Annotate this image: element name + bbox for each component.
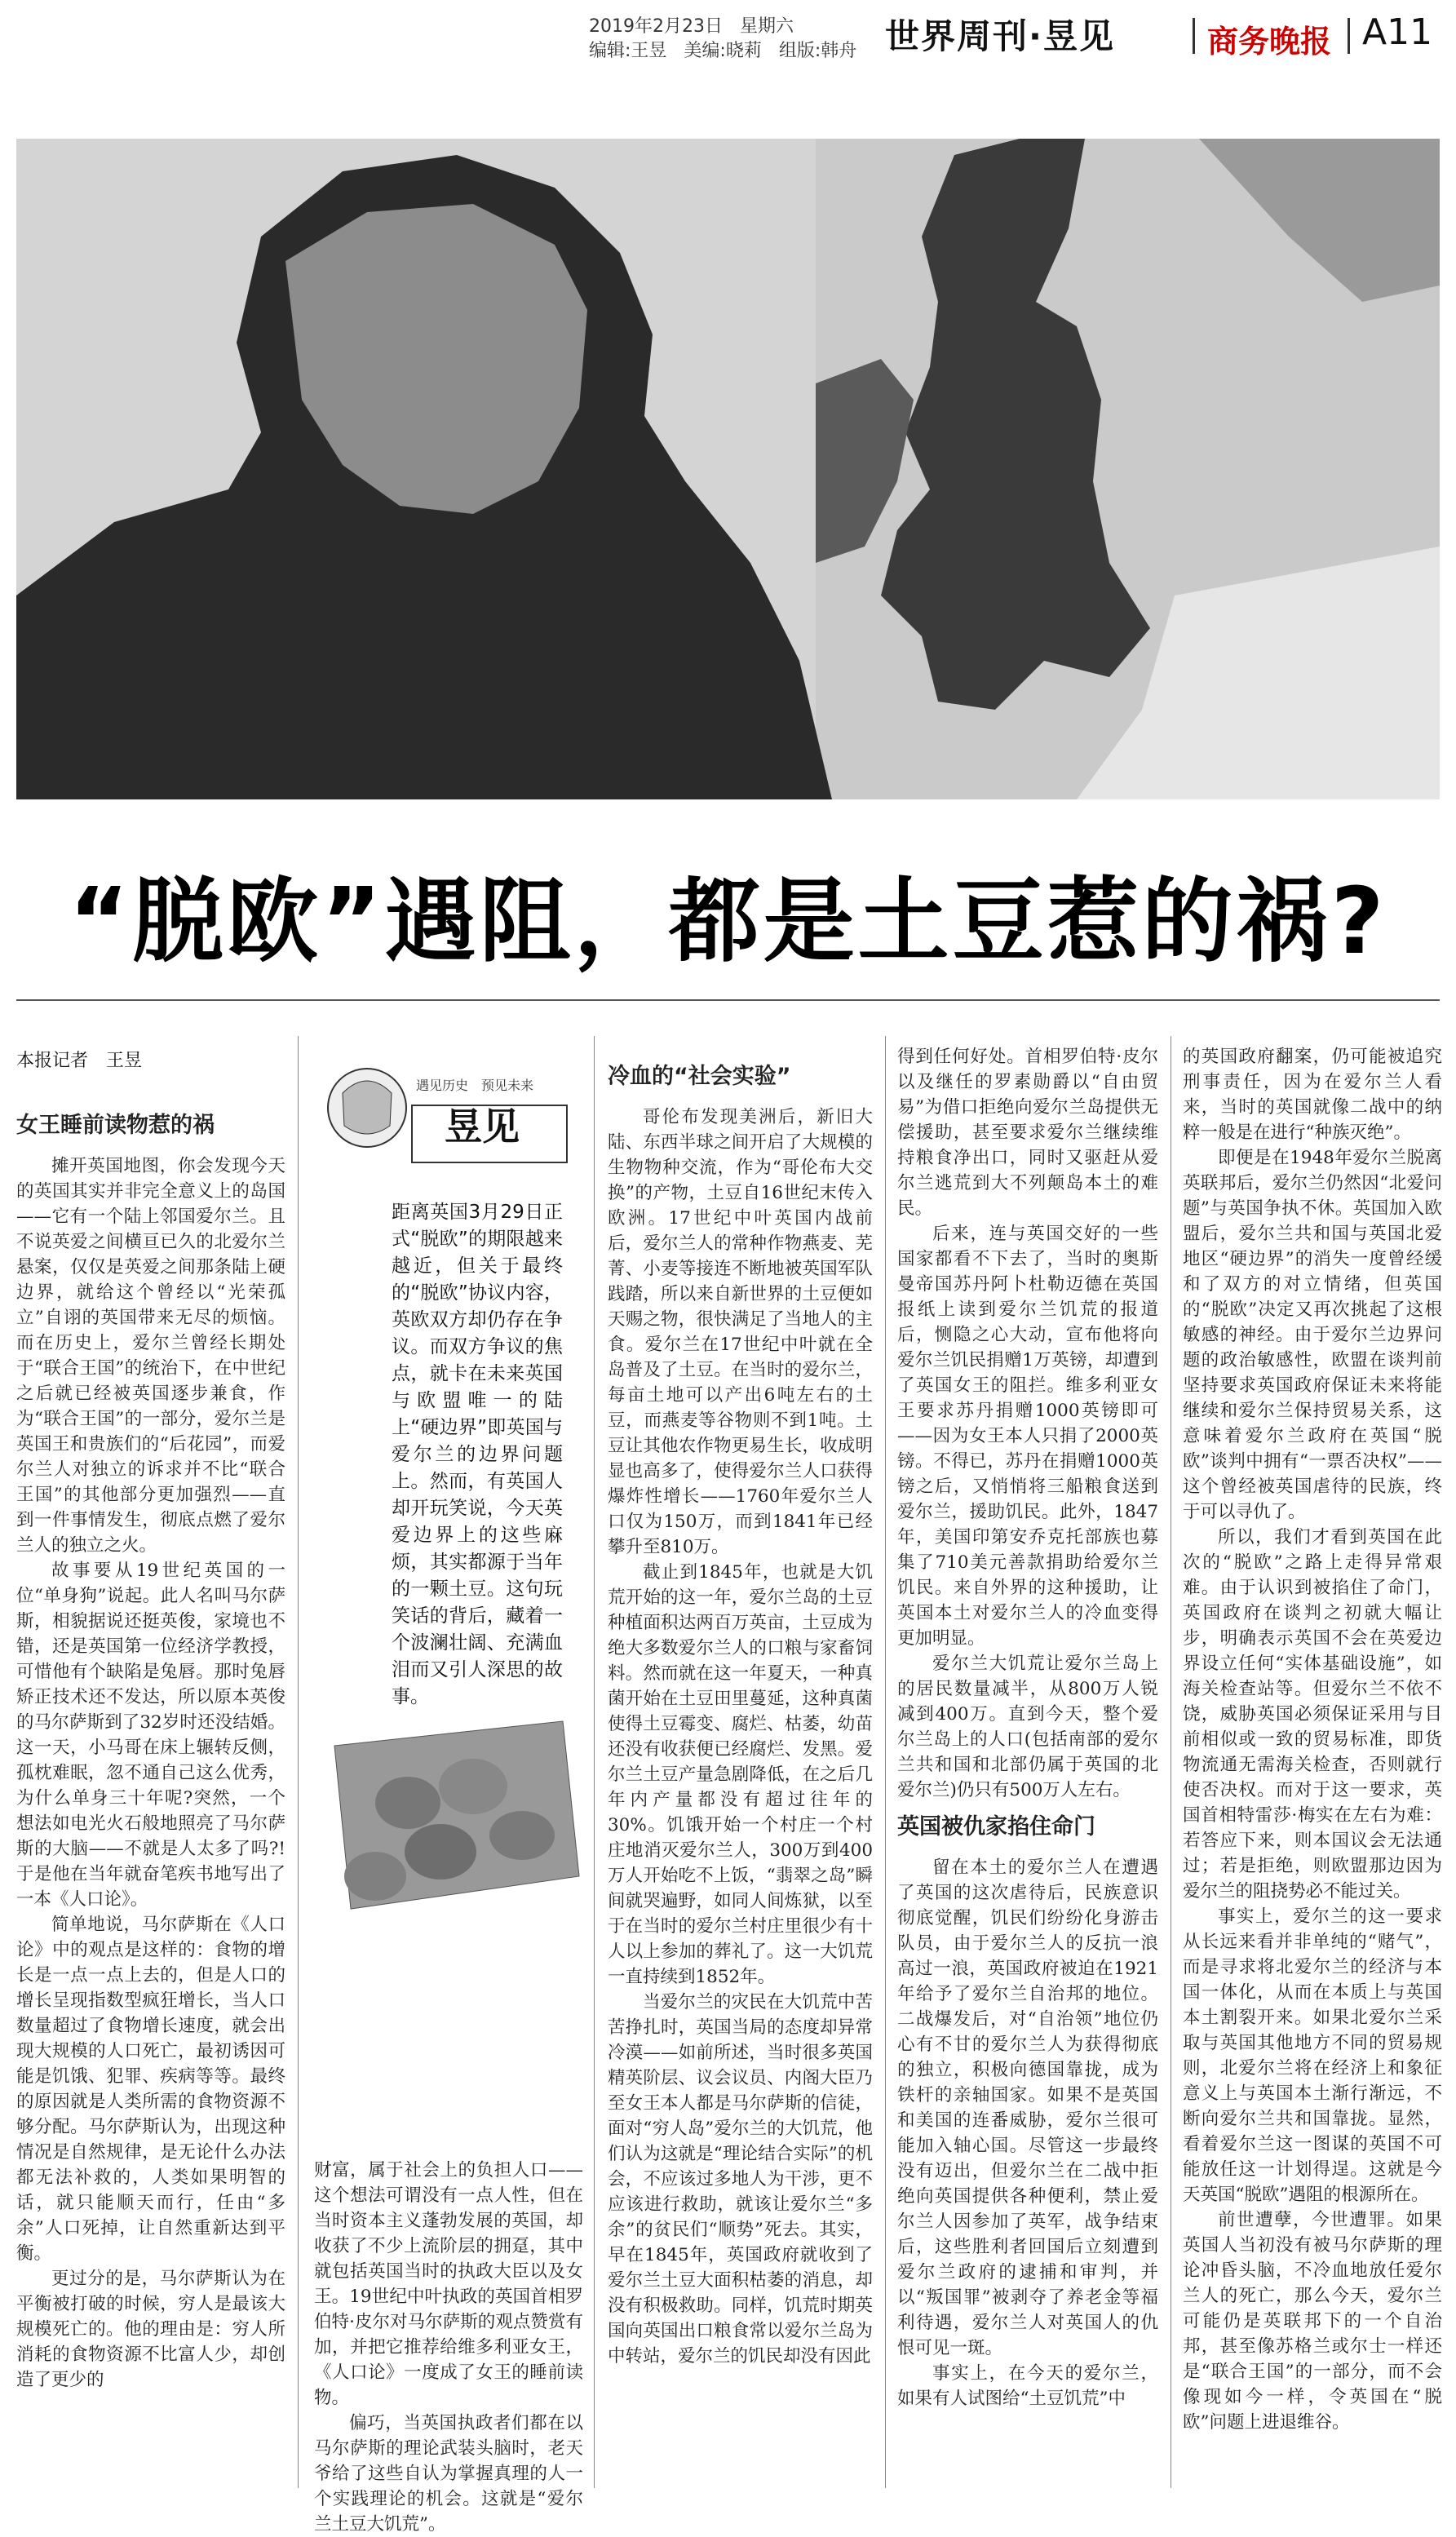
article-column-5 bbox=[1183, 1044, 1442, 2435]
column-divider bbox=[298, 1036, 299, 2488]
paragraph: 简单地说，马尔萨斯在《人口论》中的观点是这样的：食物的增长是一点一点上去的，但是人口的增长呈现指数型疯狂增长，当人口数量超过了食物增长速度，就会出现大规模的人口死亡，最初诱因可能是饥饿、犯罪、疾病等等。最终的原因就是人类所需的食物资源不够分配。马尔萨斯认为，出现这种情况是自然规律，是无论什么办法都无法补救的，人类如果明智的话，就只能顺天而行，任由“多余”人口死掉，让自然重新达到平衡。 bbox=[16, 1915, 285, 2264]
paragraph: 故事要从19世纪英国的一位“单身狗”说起。此人名叫马尔萨斯，相貌据说还挺英俊，家境也不错，还是英国第一位经济学教授，可惜他有个缺陷是兔唇。那时兔唇矫正技术还不发达，所以原本英俊的马尔萨斯到了32岁时还没结婚。这一天，小马哥在床上辗转反侧，孤枕难眠，忽不通自己这么优秀，为什么单身三十年呢?突然，一个想法如电光火石般地照亮了马尔萨斯的大脑——不就是人太多了吗?!于是他在当年就奋笔疾书地写出了一本《人口论》。 bbox=[16, 1561, 285, 1910]
column-slogan: 遇见历史 预见未来 bbox=[416, 1078, 534, 1093]
hero-illustration bbox=[16, 139, 1440, 799]
subhead-2: 冷血的“社会实验” bbox=[608, 1064, 791, 1089]
paragraph: 哥伦布发现美洲后，新旧大陆、东西半球之间开启了大规模的生物物种交流，作为“哥伦布大交换”的产物，土豆自16世纪末传入欧洲。17世纪中叶英国内战前后，爱尔兰人的常种作物燕麦、芜菁、小麦等接连不断地被英国军队践踏，所以来自新世界的土豆便如天赐之物，很快满足了当地人的主食。爱尔兰在17世纪中叶就在全岛普及了土豆。在当时的爱尔兰，每亩土地可以产出6吨左右的土豆，而燕麦等谷物则不到1吨。土豆让其他农作物更易生长，收成明显也高多了，使得爱尔兰人口获得爆炸性增长——1760年爱尔兰人口仅为150万，而到1841年已经攀升至810万。 bbox=[608, 1107, 873, 1557]
issue-weekday: 星期六 bbox=[739, 16, 794, 37]
paragraph: 偏巧，当英国执政者们都在以马尔萨斯的理论武装头脑时，老天爷给了这些自认为掌握真理的人一个实践理论的机会。这就是“爱尔兰土豆大饥荒”。 bbox=[314, 2413, 583, 2535]
art-credit: 美编:晓莉 bbox=[684, 41, 762, 61]
issue-date: 2019年2月23日 bbox=[589, 16, 723, 37]
masthead-separator bbox=[1193, 18, 1195, 54]
article-column-2 bbox=[314, 2158, 583, 2537]
paragraph: 所以，我们才看到英国在此次的“脱欧”之路上走得异常艰难。由于认识到被掐住了命门，英国政府在谈判之初就大幅让步，明确表示英国不会在英爱边界设立任何“实体基础设施”，如海关检查站等。但爱尔兰不依不饶，威胁英国必须保证采用与目前相似或一致的贸易标准，即货物流通无需海关检查，否则就行使否决权。而对于这一要求，英国首相特雷莎·梅实在左右为难：若答应下来，则本国议会无法通过；若是拒绝，则欧盟那边因为爱尔兰的阻挠势必不能过关。 bbox=[1183, 1527, 1442, 1902]
paragraph: 事实上，爱尔兰的这一要求从长远来看并非单纯的“赌气”，而是寻求将北爱尔兰的经济与本国一体化，从而在本质上与英国本土割裂开来。如果北爱尔兰采取与英国其他地方不同的贸易规则，北爱尔兰将在经济上和象征意义上与英国本土渐行渐远，不断向爱尔兰共和国靠拢。显然，看着爱尔兰这一图谋的英国不可能放任这一计划得逞。这就是今天英国“脱欧”遇阻的根源所在。 bbox=[1183, 1906, 1442, 2205]
column-name: 昱见 bbox=[445, 1105, 520, 1149]
column-divider bbox=[594, 1036, 595, 2488]
article-column-3 bbox=[608, 1052, 873, 2369]
paragraph: 后来，连与英国交好的一些国家都看不下去了，当时的奥斯曼帝国苏丹阿卜杜勒迈德在英国报纸上读到爱尔兰饥荒的报道后，恻隐之心大动，宣布他将向爱尔兰饥民捐赠1万英镑，却遭到了英国女王的阻拦。维多利亚女王要求苏丹捐赠1000英镑即可——因为女王本人只捐了2000英镑。不得已，苏丹在捐赠1000英镑之后，又悄悄将三船粮食送到爱尔兰，援助饥民。此外，1847年，美国印第安乔克托部族也募集了710美元善款捐助给爱尔兰饥民。来自外界的这种援助，让英国本土对爱尔兰人的冷血变得更加明显。 bbox=[897, 1224, 1158, 1649]
headline-rule bbox=[16, 999, 1440, 1001]
lead-intro: 距离英国3月29日正式“脱欧”的期限越来越近，但关于最终的“脱欧”协议内容，英欧双方却仍存在争议。而双方争议的焦点，就卡在未来英国与欧盟唯一的陆上“硬边界”即英国与爱尔兰的边界问题上。然而，有英国人却开玩笑说，今天英爱边界上的这些麻烦，其实都源于当年的一颗土豆。这句玩笑话的背后，藏着一个波澜壮阔、充满血泪而又引人深思的故事。 bbox=[392, 1202, 563, 1707]
article-column-1 bbox=[16, 1101, 285, 2393]
subhead-1: 女王睡前读物惹的祸 bbox=[16, 1113, 215, 1138]
paragraph: 截止到1845年，也就是大饥荒开始的这一年，爱尔兰岛的土豆种植面积达两百万英亩，土豆成为绝大多数爱尔兰人的口粮与家畜饲料。然而就在这一年夏天，一种真菌开始在土豆田里蔓延，这种真菌使得土豆霉变、腐烂、枯萎，幼苗还没有收获便已经腐烂、发黑。爱尔兰土豆产量急剧降低，在之后几年内产量都没有超过往年的30%。饥饿开始一个村庄一个村庄地消灭爱尔兰人，300万到400万人开始吃不上饭，“翡翠之岛”瞬间就哭遍野，如同人间炼狱，以至于在当时的爱尔兰村庄里很少有十人以上参加的葬礼了。这一大饥荒一直持续到1852年。 bbox=[608, 1562, 873, 1987]
byline: 本报记者 王昱 bbox=[16, 1051, 143, 1071]
paragraph: 更过分的是，马尔萨斯认为在平衡被打破的时候，穷人是最该大规模死亡的。他的理由是：穷人所消耗的食物资源不比富人少，却创造了更少的 bbox=[16, 2269, 285, 2390]
paragraph: 摊开英国地图，你会发现今天的英国其实并非完全意义上的岛国——它有一个陆上邻国爱尔兰。且不说英爱之间横亘已久的北爱尔兰悬案，仅仅是英爱之间那条陆上硬边界，就给这个曾经以“光荣孤立”自诩的英国带来无尽的烦恼。而在历史上，爱尔兰曾经长期处于“联合王国”的统治下，在中世纪之后就已经被英国逐步兼食，作为“联合王国”的一部分，爱尔兰是英国王和贵族们的“后花园”，而爱尔兰人对独立的诉求并不比“联合王国”的其他部分更加强烈——直到一件事情发生，彻底点燃了爱尔兰人的独立之火。 bbox=[16, 1156, 285, 1556]
section-title: 世界周刊·昱见 bbox=[885, 16, 1115, 56]
newspaper-logo: 商务晚报 bbox=[1207, 23, 1332, 60]
paragraph: 留在本土的爱尔兰人在遭遇了英国的这次虐待后，民族意识彻底觉醒，饥民们纷纷化身游击队员，由于爱尔兰人的反抗一浪高过一浪，英国政府被迫在1921年给予了爱尔兰自治邦的地位。二战爆发后，对“自治领”地位仍心有不甘的爱尔兰人为获得彻底的独立，积极向德国靠拢，成为铁杆的亲轴国家。如果不是英国和美国的连番威胁，爱尔兰很可能加入轴心国。尽管这一步最终没有迈出，但爱尔兰在二战中拒绝向英国提供各种便利，禁止爱尔兰人因参加了英军，战争结束后，这些胜利者回国后立刻遭到爱尔兰政府的逮捕和审判，并以“叛国罪”被剥夺了养老金等福利待遇，爱尔兰人对英国人的仇恨可见一斑。 bbox=[897, 1857, 1158, 2358]
potato-photo bbox=[318, 1713, 587, 1933]
paragraph: 爱尔兰大饥荒让爱尔兰岛上的居民数量减半，从800万人锐减到400万。直到今天，整个爱尔兰岛上的人口(包括南部的爱尔兰共和国和北部仍属于英国的北爱尔兰)仍只有500万人左右。 bbox=[897, 1654, 1158, 1800]
paragraph: 财富，属于社会上的负担人口——这个想法可谓没有一点人性，但在当时资本主义蓬勃发展的英国，却收获了不少上流阶层的拥趸，其中就包括英国当时的执政大臣以及女王。19世纪中叶执政的英国首相罗伯特·皮尔对马尔萨斯的观点赞赏有加，并把它推荐给维多利亚女王，《人口论》一度成了女王的睡前读物。 bbox=[314, 2160, 583, 2408]
paragraph: 前世遭孽，今世遭罪。如果英国人当初没有被马尔萨斯的理论冲昏头脑，不冷血地放任爱尔兰人的死亡，那么今天，爱尔兰可能仍是英联邦下的一个自治邦，甚至像苏格兰或尔士一样还是“联合王国”的一部分，而不会像现如今一样，令英国在“脱欧”问题上进退维谷。 bbox=[1183, 2210, 1442, 2433]
proof-credit: 组版:韩舟 bbox=[778, 41, 857, 61]
hero-photo bbox=[16, 139, 1440, 799]
article-column-4 bbox=[897, 1044, 1158, 2411]
page-number: A11 bbox=[1362, 11, 1433, 53]
paragraph: 即便是在1948年爱尔兰脱离英联邦后，爱尔兰仍然因“北爱问题”与英国争执不休。英国加入欧盟后，爱尔兰共和国与英国北爱地区“硬边界”的消失一度曾经缓和了双方的对立情绪，但英国的“脱欧”决定又再次挑起了这根敏感的神经。由于爱尔兰边界问题的政治敏感性，欧盟在谈判前坚持要求英国政府保证未来将能继续和爱尔兰保持贸易关系，这意味着爱尔兰政府在英国“脱欧”谈判中拥有“一票否决权”——这个曾经被英国虐待的民族，终于可以寻仇了。 bbox=[1183, 1148, 1442, 1522]
paragraph: 当爱尔兰的灾民在大饥荒中苦苦挣扎时，英国当局的态度却异常冷漠——如前所述，当时很多英国精英阶层、议会议员、内阁大臣乃至女王本人都是马尔萨斯的信徒，面对“穷人岛”爱尔兰的大饥荒，他们认为这就是“理论结合实际”的机会，不应该过多地人为干涉，更不应该进行救助，就该让爱尔兰“多余”的贫民们“顺势”死去。其实，早在1845年，英国政府就收到了爱尔兰土豆大面积枯萎的消息，却没有积极救助。同样，饥荒时期英国向英国出口粮食常以爱尔兰岛为中转站，爱尔兰的饥民却没有因此 bbox=[608, 1992, 873, 2367]
editor-credit: 编辑:王昱 bbox=[589, 41, 667, 61]
subhead-3: 英国被仇家掐住命门 bbox=[897, 1814, 1095, 1840]
paragraph: 的英国政府翻案，仍可能被追究刑事责任，因为在爱尔兰人看来，当时的英国就像二战中的纳粹一般是在进行“种族灭绝”。 bbox=[1183, 1047, 1442, 1143]
masthead-separator bbox=[1348, 18, 1350, 54]
issue-meta bbox=[589, 15, 868, 64]
column-divider bbox=[885, 1036, 886, 2488]
paragraph: 事实上，在今天的爱尔兰，如果有人试图给“土豆饥荒”中 bbox=[897, 2363, 1158, 2409]
headline: “脱欧”遇阻，都是土豆惹的祸? bbox=[69, 869, 1387, 975]
paragraph: 得到任何好处。首相罗伯特·皮尔以及继任的罗素勋爵以“自由贸易”为借口拒绝向爱尔兰岛提供无偿援助，甚至要求爱尔兰继续维持粮食净出口，同时又驱赶从爱尔兰逃荒到大不列颠岛本土的难民。 bbox=[897, 1047, 1158, 1219]
